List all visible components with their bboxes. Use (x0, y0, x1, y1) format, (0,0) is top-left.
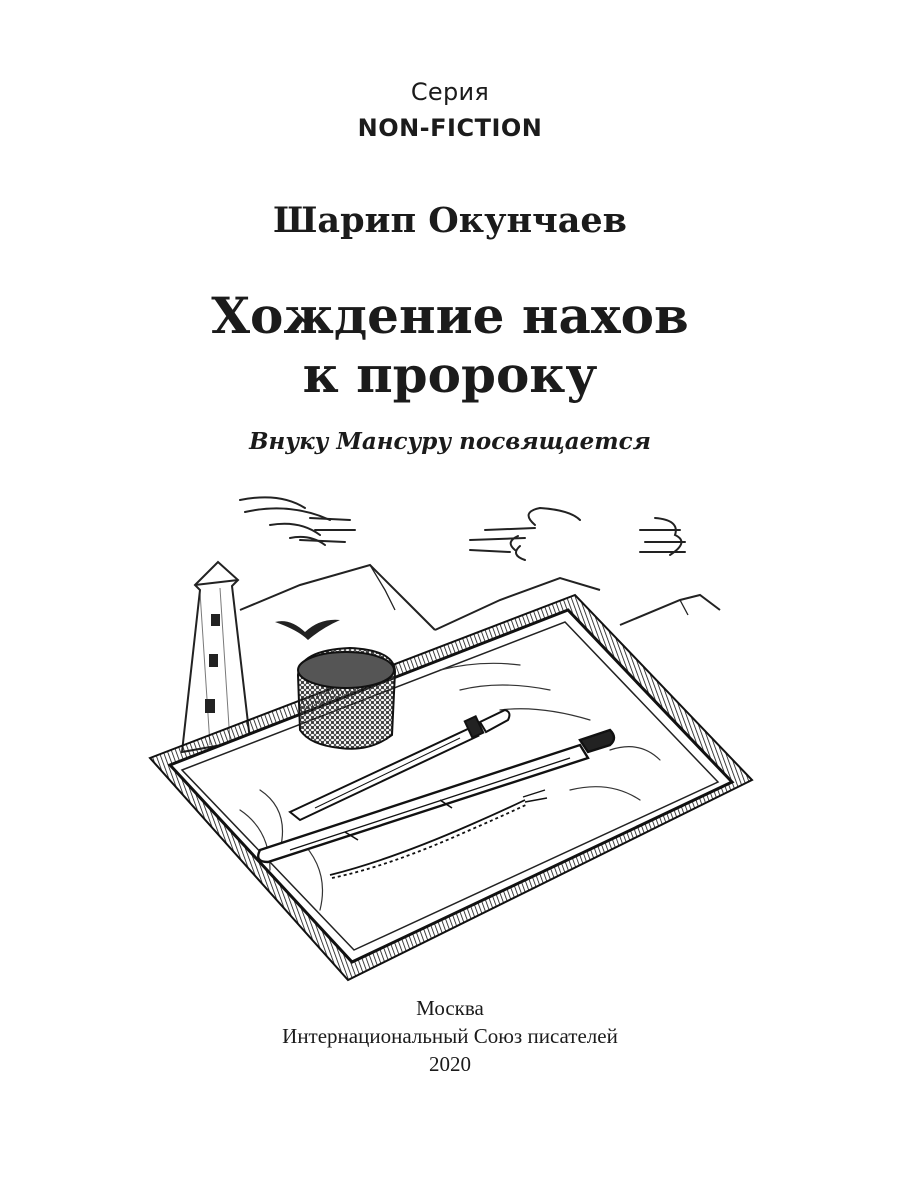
author-name: Шарип Окунчаев (273, 200, 627, 241)
clouds (240, 497, 685, 560)
cover-illustration (140, 490, 770, 990)
title-line-1: Хождение нахов (211, 286, 689, 345)
title-line-2: к пророку (302, 345, 598, 404)
book-title (0, 286, 900, 404)
bird (275, 620, 340, 640)
rug (170, 610, 732, 962)
mountains (240, 565, 720, 630)
series-name: NON-FICTION (357, 114, 543, 142)
series-label: Серия (410, 78, 490, 106)
imprint-year: 2020 (429, 1052, 471, 1076)
dedication: Внуку Мансуру посвящается (249, 428, 651, 455)
imprint (0, 994, 900, 1078)
imprint-city: Москва (416, 996, 484, 1020)
imprint-publisher: Интернациональный Союз писателей (282, 1024, 618, 1048)
papakha-hat (298, 648, 395, 749)
